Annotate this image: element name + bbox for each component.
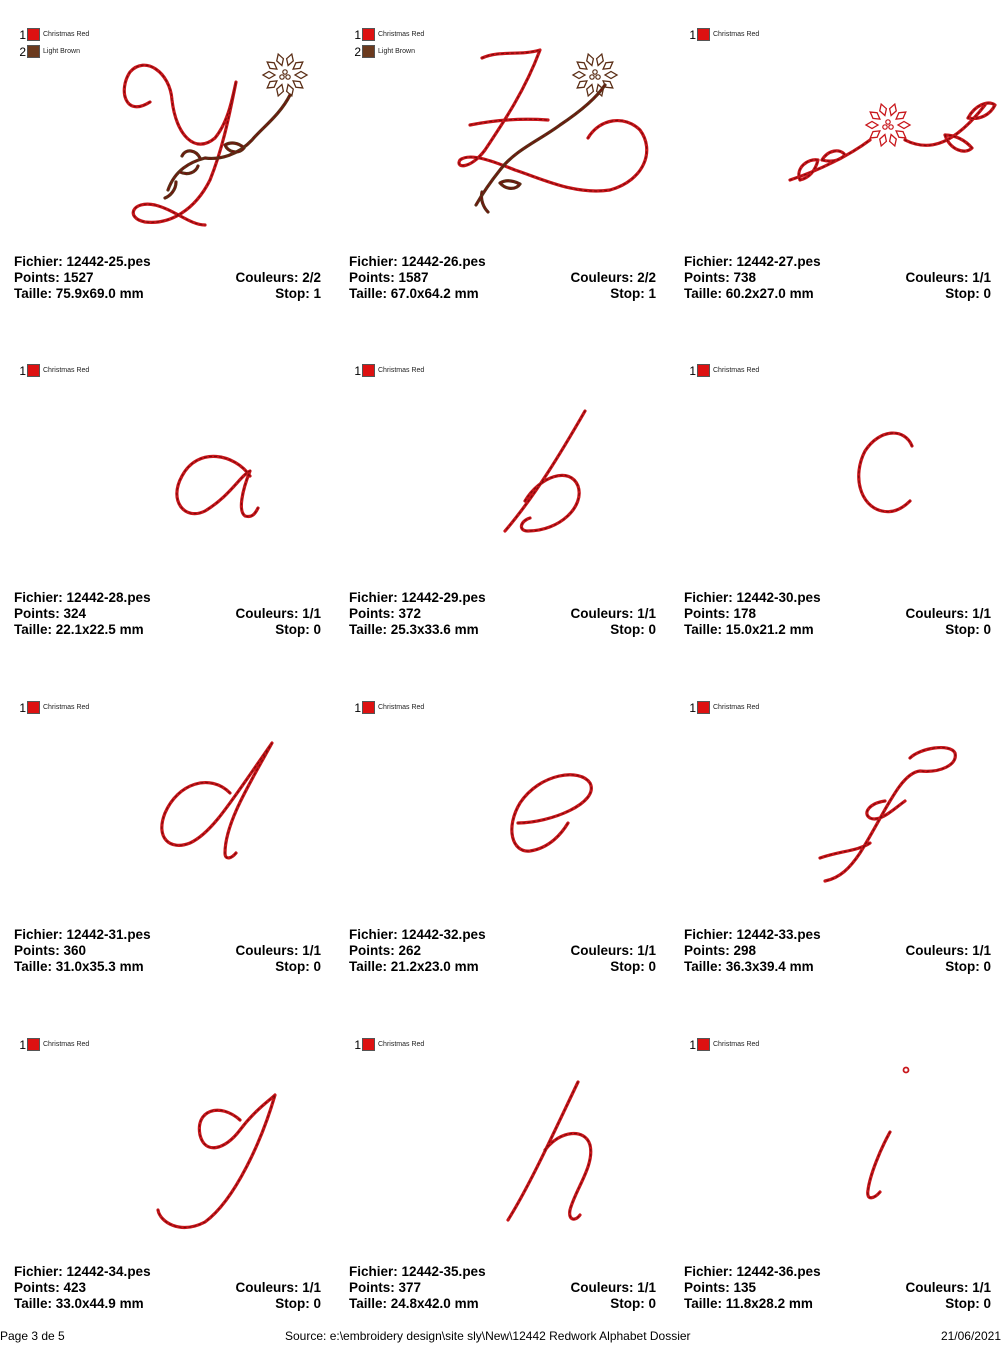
design-cell: [670, 1010, 1005, 1345]
brown-stitch-line: [182, 151, 200, 158]
red-stitch-line-stitches: [162, 743, 272, 858]
design-info: [349, 1264, 656, 1312]
file-name: Fichier: 12442-32.pes: [349, 927, 486, 942]
flower-petal: [896, 131, 906, 138]
thread-name: Light Brown: [43, 48, 80, 55]
design-cell: [670, 0, 1005, 336]
red-stitch-line: [512, 775, 591, 851]
flower-petal: [587, 85, 594, 96]
color-count: Couleurs: 1/1: [905, 606, 991, 621]
red-stitch-line-stitches: [124, 65, 236, 225]
flower-petal: [295, 72, 307, 79]
embroidery-preview: [0, 1010, 335, 1250]
design-info: [14, 927, 321, 975]
info-row-points: [349, 1280, 656, 1296]
design-info: [349, 254, 656, 302]
file-name: Fichier: 12442-27.pes: [684, 254, 821, 269]
flower-petal: [870, 131, 880, 138]
flower-petal: [890, 104, 897, 115]
info-row-file: [684, 1264, 991, 1280]
thread-name: Light Brown: [378, 48, 415, 55]
thread-name: Christmas Red: [713, 1041, 760, 1048]
stitch-points: Points: 1587: [349, 270, 429, 285]
red-stitch-line-stitches: [512, 775, 591, 851]
stitch-points: Points: 324: [14, 606, 87, 621]
design-size: Taille: 21.2x23.0 mm: [349, 959, 479, 974]
flower-motif: [263, 54, 307, 96]
brown-stitch-line-stitches: [476, 85, 605, 205]
stop-count: Stop: 1: [610, 286, 656, 301]
color-count: Couleurs: 2/2: [235, 270, 321, 285]
flower-petal: [866, 122, 878, 129]
stop-count: Stop: 0: [610, 622, 656, 637]
flower-petal: [293, 62, 303, 69]
thread-name: Christmas Red: [378, 367, 425, 374]
flower-center: [286, 75, 290, 79]
stop-count: Stop: 1: [275, 286, 321, 301]
thread-name: Christmas Red: [378, 704, 425, 711]
brown-stitch-line: [225, 143, 244, 152]
thread-number: 1: [354, 1037, 361, 1052]
flower-petal: [890, 135, 897, 146]
flower-petal: [603, 62, 613, 69]
info-row-file: [684, 254, 991, 270]
stop-count: Stop: 0: [275, 622, 321, 637]
color-count: Couleurs: 1/1: [235, 606, 321, 621]
file-name: Fichier: 12442-29.pes: [349, 590, 486, 605]
stitch-points: Points: 135: [684, 1280, 757, 1295]
design-size: Taille: 11.8x28.2 mm: [684, 1296, 813, 1311]
design-cell: [0, 1010, 335, 1345]
design-size: Taille: 15.0x21.2 mm: [684, 622, 814, 637]
thread-name: Christmas Red: [713, 367, 760, 374]
design-size: Taille: 31.0x35.3 mm: [14, 959, 144, 974]
info-row-file: [349, 254, 656, 270]
red-stitch-line: [868, 1132, 890, 1198]
info-row-points: [349, 943, 656, 959]
flower-center: [590, 75, 594, 79]
info-row-size: [349, 622, 656, 638]
thread-name: Christmas Red: [43, 31, 90, 38]
info-row-size: [684, 286, 991, 302]
stitch-points: Points: 423: [14, 1280, 87, 1295]
stop-count: Stop: 0: [945, 1296, 991, 1311]
flower-motif: [866, 104, 910, 146]
stop-count: Stop: 0: [275, 959, 321, 974]
red-stitch-line: [162, 743, 272, 858]
info-row-size: [684, 622, 991, 638]
color-count: Couleurs: 1/1: [905, 943, 991, 958]
design-cell: [335, 673, 670, 1010]
stitch-points: Points: 178: [684, 606, 757, 621]
flower-petal: [577, 81, 587, 88]
info-row-points: [684, 606, 991, 622]
color-count: Couleurs: 1/1: [570, 606, 656, 621]
stitch-points: Points: 372: [349, 606, 422, 621]
design-size: Taille: 75.9x69.0 mm: [14, 286, 144, 301]
file-name: Fichier: 12442-30.pes: [684, 590, 821, 605]
info-row-size: [14, 286, 321, 302]
flower-petal: [267, 62, 277, 69]
info-row-size: [14, 622, 321, 638]
flower-petal: [597, 54, 604, 65]
color-count: Couleurs: 1/1: [570, 1280, 656, 1295]
design-cell: [335, 336, 670, 673]
embroidery-preview: [335, 336, 670, 576]
red-stitch-line: [124, 65, 236, 225]
thread-name: Christmas Red: [43, 704, 90, 711]
color-count: Couleurs: 1/1: [235, 943, 321, 958]
page-footer: [0, 1329, 1005, 1345]
design-cell: [0, 336, 335, 673]
thread-number: 1: [19, 700, 26, 715]
design-info: [684, 1264, 991, 1312]
info-row-file: [349, 1264, 656, 1280]
color-count: Couleurs: 1/1: [905, 270, 991, 285]
info-row-points: [684, 270, 991, 286]
file-name: Fichier: 12442-36.pes: [684, 1264, 821, 1279]
info-row-points: [14, 1280, 321, 1296]
thread-name: Christmas Red: [43, 1041, 90, 1048]
red-stitch-line-stitches: [158, 1095, 275, 1227]
file-name: Fichier: 12442-34.pes: [14, 1264, 151, 1279]
red-stitch-line-stitches: [868, 1132, 890, 1198]
design-size: Taille: 67.0x64.2 mm: [349, 286, 479, 301]
flower-center: [886, 120, 890, 124]
design-size: Taille: 22.1x22.5 mm: [14, 622, 144, 637]
design-info: [684, 927, 991, 975]
flower-petal: [263, 72, 275, 79]
design-info: [684, 254, 991, 302]
flower-petal: [267, 81, 277, 88]
design-info: [14, 590, 321, 638]
flower-motif: [573, 54, 617, 96]
info-row-size: [14, 1296, 321, 1312]
flower-petal: [277, 85, 284, 96]
info-row-size: [14, 959, 321, 975]
info-row-file: [14, 1264, 321, 1280]
design-size: Taille: 36.3x39.4 mm: [684, 959, 814, 974]
letter-dot: [904, 1068, 909, 1073]
thread-number: 2: [354, 44, 361, 59]
info-row-points: [349, 270, 656, 286]
design-size: Taille: 33.0x44.9 mm: [14, 1296, 144, 1311]
info-row-points: [684, 943, 991, 959]
brown-stitch-line: [476, 85, 605, 205]
design-info: [349, 590, 656, 638]
flower-center: [593, 70, 597, 74]
design-cell: [670, 336, 1005, 673]
thread-number: 1: [354, 700, 361, 715]
embroidery-preview: [0, 0, 335, 240]
info-row-file: [14, 927, 321, 943]
page-number: Page 3 de 5: [0, 1329, 65, 1343]
embroidery-preview: [670, 673, 1005, 913]
stop-count: Stop: 0: [275, 1296, 321, 1311]
info-row-file: [349, 927, 656, 943]
thread-number: 1: [689, 700, 696, 715]
thread-name: Christmas Red: [43, 367, 90, 374]
thread-name: Christmas Red: [378, 31, 425, 38]
flower-petal: [896, 112, 906, 119]
info-row-file: [14, 254, 321, 270]
stop-count: Stop: 0: [610, 959, 656, 974]
embroidery-preview: [335, 0, 670, 240]
info-row-size: [684, 1296, 991, 1312]
flower-petal: [573, 72, 585, 79]
info-row-points: [14, 943, 321, 959]
embroidery-preview: [0, 673, 335, 913]
flower-petal: [898, 122, 910, 129]
stop-count: Stop: 0: [945, 959, 991, 974]
color-count: Couleurs: 1/1: [570, 943, 656, 958]
file-name: Fichier: 12442-33.pes: [684, 927, 821, 942]
flower-petal: [577, 62, 587, 69]
info-row-points: [684, 1280, 991, 1296]
color-count: Couleurs: 1/1: [235, 1280, 321, 1295]
info-row-points: [14, 270, 321, 286]
flower-petal: [287, 54, 294, 65]
flower-center: [283, 70, 287, 74]
info-row-size: [349, 1296, 656, 1312]
flower-center: [280, 75, 284, 79]
red-stitch-line: [177, 456, 258, 516]
design-cell: [0, 0, 335, 336]
red-stitch-line: [820, 748, 955, 881]
stitch-points: Points: 298: [684, 943, 757, 958]
embroidery-preview: [335, 673, 670, 913]
file-name: Fichier: 12442-25.pes: [14, 254, 151, 269]
stitch-points: Points: 738: [684, 270, 757, 285]
design-size: Taille: 24.8x42.0 mm: [349, 1296, 479, 1311]
flower-petal: [277, 54, 284, 65]
color-count: Couleurs: 2/2: [570, 270, 656, 285]
red-stitch-line: [859, 433, 912, 512]
print-date: 21/06/2021: [940, 1329, 1001, 1343]
stitch-points: Points: 360: [14, 943, 87, 958]
info-row-file: [14, 590, 321, 606]
file-name: Fichier: 12442-28.pes: [14, 590, 151, 605]
design-cell: [670, 673, 1005, 1010]
stop-count: Stop: 0: [945, 622, 991, 637]
file-name: Fichier: 12442-26.pes: [349, 254, 486, 269]
thread-number: 1: [354, 27, 361, 42]
red-stitch-line: [158, 1095, 275, 1227]
red-stitch-line-stitches: [508, 1082, 591, 1220]
embroidery-preview: [670, 1010, 1005, 1250]
thread-number: 1: [19, 27, 26, 42]
info-row-size: [684, 959, 991, 975]
embroidery-preview: [670, 336, 1005, 576]
flower-petal: [293, 81, 303, 88]
thread-name: Christmas Red: [378, 1041, 425, 1048]
flower-petal: [870, 112, 880, 119]
design-info: [349, 927, 656, 975]
thread-number: 1: [689, 27, 696, 42]
flower-petal: [880, 104, 887, 115]
info-row-points: [349, 606, 656, 622]
thread-number: 1: [354, 363, 361, 378]
thread-number: 1: [19, 1037, 26, 1052]
design-cell: [335, 1010, 670, 1345]
flower-petal: [287, 85, 294, 96]
thread-number: 1: [689, 363, 696, 378]
info-row-points: [14, 606, 321, 622]
flower-petal: [587, 54, 594, 65]
design-info: [684, 590, 991, 638]
embroidery-preview: [670, 0, 1005, 240]
flower-center: [596, 75, 600, 79]
info-row-file: [349, 590, 656, 606]
info-row-size: [349, 286, 656, 302]
info-row-file: [684, 590, 991, 606]
color-count: Couleurs: 1/1: [905, 1280, 991, 1295]
thread-number: 1: [19, 363, 26, 378]
design-size: Taille: 25.3x33.6 mm: [349, 622, 479, 637]
red-stitch-line: [470, 119, 548, 125]
thread-name: Christmas Red: [713, 31, 760, 38]
design-size: Taille: 60.2x27.0 mm: [684, 286, 814, 301]
stitch-points: Points: 377: [349, 1280, 422, 1295]
design-info: [14, 254, 321, 302]
source-path: Source: e:\embroidery design\site sly\New\12442 Redwork Alphabet Dossier: [285, 1329, 691, 1343]
thread-number: 2: [19, 44, 26, 59]
flower-center: [883, 125, 887, 129]
flower-petal: [880, 135, 887, 146]
red-stitch-line: [505, 411, 585, 531]
thread-number: 1: [689, 1037, 696, 1052]
stop-count: Stop: 0: [610, 1296, 656, 1311]
flower-petal: [605, 72, 617, 79]
flower-center: [889, 125, 893, 129]
file-name: Fichier: 12442-35.pes: [349, 1264, 486, 1279]
info-row-file: [684, 927, 991, 943]
embroidery-preview: [335, 1010, 670, 1250]
stitch-points: Points: 262: [349, 943, 422, 958]
design-cell: [335, 0, 670, 336]
design-cell: [0, 673, 335, 1010]
file-name: Fichier: 12442-31.pes: [14, 927, 151, 942]
embroidery-preview: [0, 336, 335, 576]
thread-name: Christmas Red: [713, 704, 760, 711]
stitch-points: Points: 1527: [14, 270, 94, 285]
design-info: [14, 1264, 321, 1312]
stop-count: Stop: 0: [945, 286, 991, 301]
info-row-size: [349, 959, 656, 975]
